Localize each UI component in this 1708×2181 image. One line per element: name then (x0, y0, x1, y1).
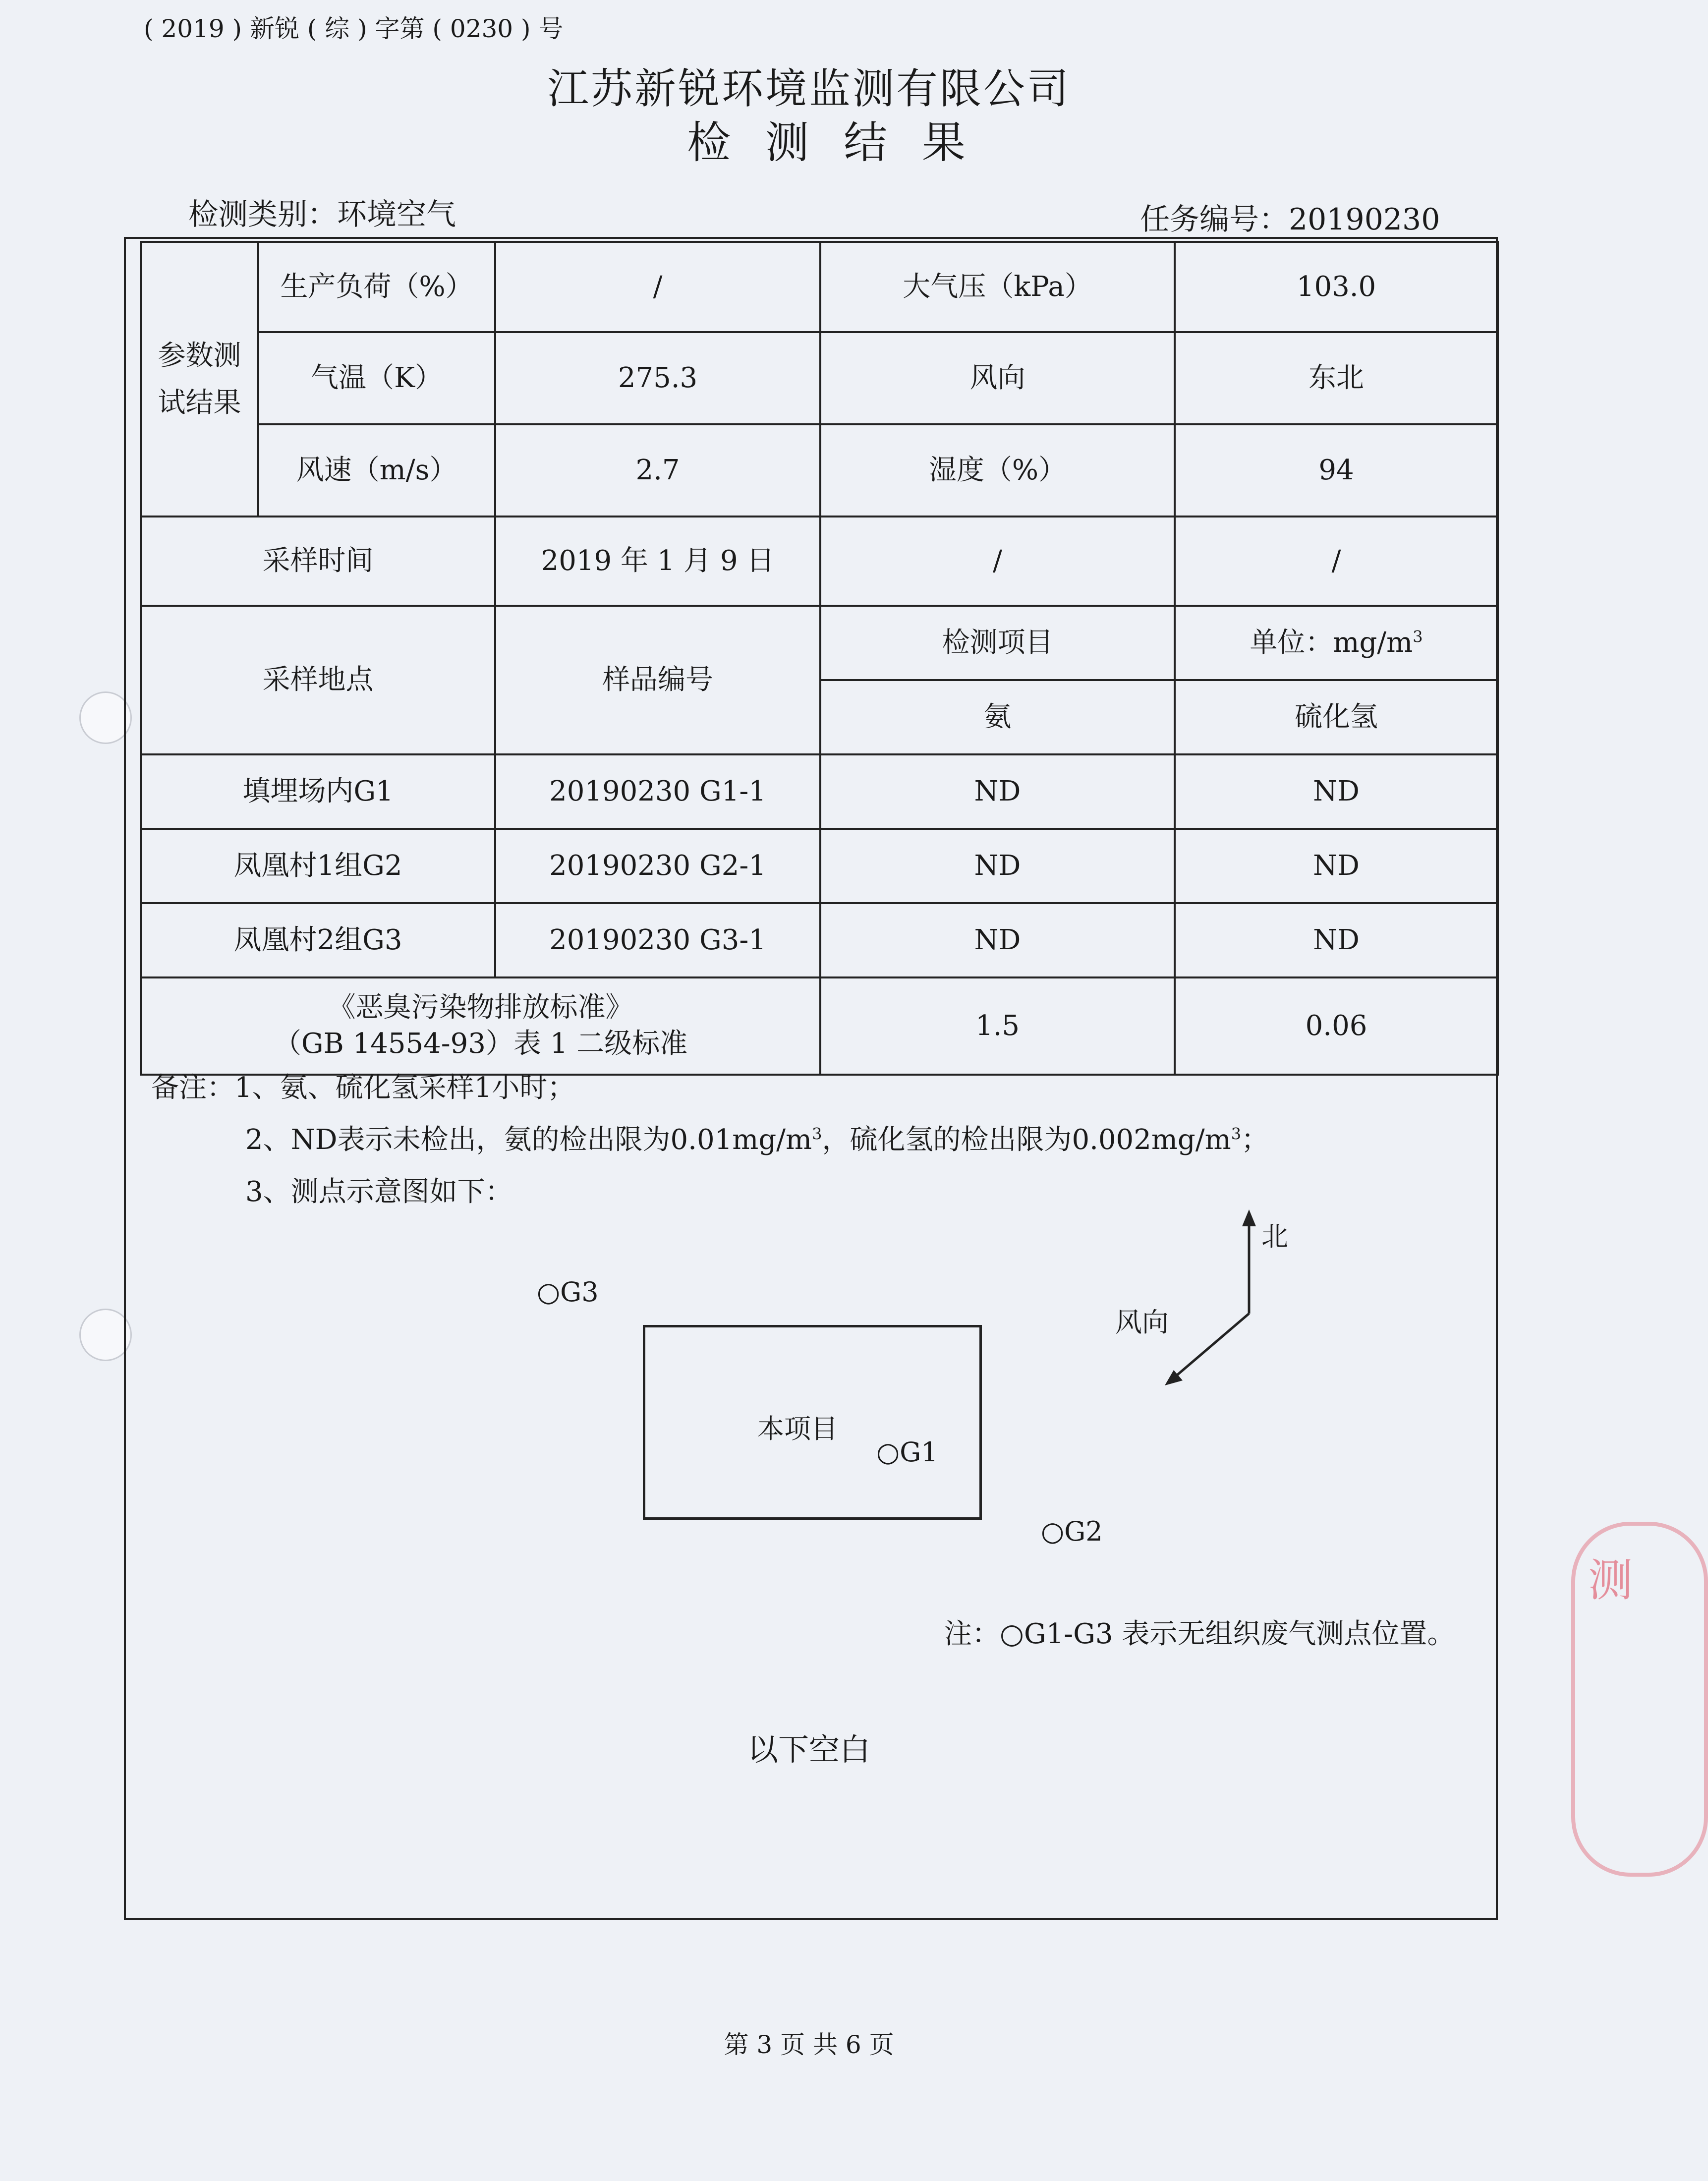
sampling-time-value: 2019 年 1 月 9 日 (495, 517, 820, 606)
note-2-part-c: ； (1241, 1124, 1269, 1156)
location-header: 采样地点 (141, 606, 495, 754)
param-label: 湿度（%） (820, 424, 1175, 517)
report-number: ( 2019 ) 新锐 ( 综 ) 字第 ( 0230 ) 号 (144, 14, 564, 43)
page-title: 检测结果 (686, 117, 1000, 168)
standard-name (141, 977, 820, 1075)
wind-label: 风向 (1115, 1307, 1169, 1338)
stamp-text: 测 (1580, 1556, 1632, 1601)
param-value: 103.0 (1175, 242, 1498, 332)
note-superscript: 3 (1231, 1124, 1242, 1144)
table-row (141, 829, 1498, 903)
param-value: 94 (1175, 424, 1498, 517)
company-name: 江苏新锐环境监测有限公司 (547, 64, 1071, 113)
sample-header: 样品编号 (495, 606, 820, 754)
blank-below: 以下空白 (747, 1731, 870, 1768)
result-location: 凤凰村1组G2 (141, 829, 495, 903)
note-3: 3、测点示意图如下： (245, 1176, 513, 1208)
note-1: 备注：1、氨、硫化氢采样1小时； (151, 1072, 575, 1104)
unit-header (1175, 606, 1498, 680)
standard-line-1: 《恶臭污染物排放标准》 (328, 991, 633, 1024)
param-label: 气温（K） (258, 332, 495, 424)
result-ammonia: ND (820, 829, 1175, 903)
blank-cell: / (820, 517, 1175, 606)
standard-h2s: 0.06 (1175, 977, 1498, 1075)
result-sample: 20190230 G1-1 (495, 754, 820, 829)
col-header-h2s: 硫化氢 (1175, 680, 1498, 754)
point-g1: ○G1 (876, 1436, 938, 1468)
param-label: 生产负荷（%） (258, 242, 495, 332)
note-superscript: 3 (812, 1124, 822, 1144)
table-row (141, 903, 1498, 977)
result-sample: 20190230 G2-1 (495, 829, 820, 903)
result-h2s: ND (1175, 829, 1498, 903)
note-2-part-a: 2、ND表示未检出，氨的检出限为0.01mg/m (245, 1124, 812, 1156)
task-number: 任务编号：20190230 (1140, 202, 1440, 237)
result-h2s: ND (1175, 903, 1498, 977)
north-label: 北 (1261, 1221, 1288, 1252)
param-value: / (495, 242, 820, 332)
sampling-time-label: 采样时间 (141, 517, 495, 606)
blank-cell: / (1175, 517, 1498, 606)
page-footer: 第 3 页 共 6 页 (724, 2030, 894, 2059)
wind-arrow-line (1171, 1314, 1249, 1380)
note-2 (245, 1118, 1269, 1157)
north-arrow-icon (1242, 1209, 1256, 1226)
note-2-part-b: ，硫化氢的检出限为0.002mg/m (822, 1124, 1231, 1156)
test-category: 检测类别：环境空气 (188, 197, 456, 232)
diagram-legend: 注：○G1-G3 表示无组织废气测点位置。 (944, 1618, 1455, 1650)
results-table (140, 241, 1499, 1076)
param-group-label: 参数测试结果 (141, 242, 258, 517)
result-location: 凤凰村2组G3 (141, 903, 495, 977)
param-label: 风向 (820, 332, 1175, 424)
result-ammonia: ND (820, 903, 1175, 977)
param-value: 东北 (1175, 332, 1498, 424)
result-ammonia: ND (820, 754, 1175, 829)
result-location: 填埋场内G1 (141, 754, 495, 829)
param-value: 275.3 (495, 332, 820, 424)
point-g2: ○G2 (1041, 1516, 1103, 1547)
item-header: 检测项目 (820, 606, 1175, 680)
param-value: 2.7 (495, 424, 820, 517)
col-header-ammonia: 氨 (820, 680, 1175, 754)
point-g3: ○G3 (537, 1276, 599, 1308)
result-sample: 20190230 G3-1 (495, 903, 820, 977)
standard-ammonia: 1.5 (820, 977, 1175, 1075)
param-label: 风速（m/s） (258, 424, 495, 517)
standard-line-2: （GB 14554-93）表 1 二级标准 (273, 1028, 688, 1060)
param-label: 大气压（kPa） (820, 242, 1175, 332)
result-h2s: ND (1175, 754, 1498, 829)
project-label: 本项目 (757, 1413, 838, 1444)
table-row (141, 754, 1498, 829)
unit-label: 单位：mg/m (1250, 626, 1413, 659)
unit-superscript: 3 (1413, 627, 1423, 646)
